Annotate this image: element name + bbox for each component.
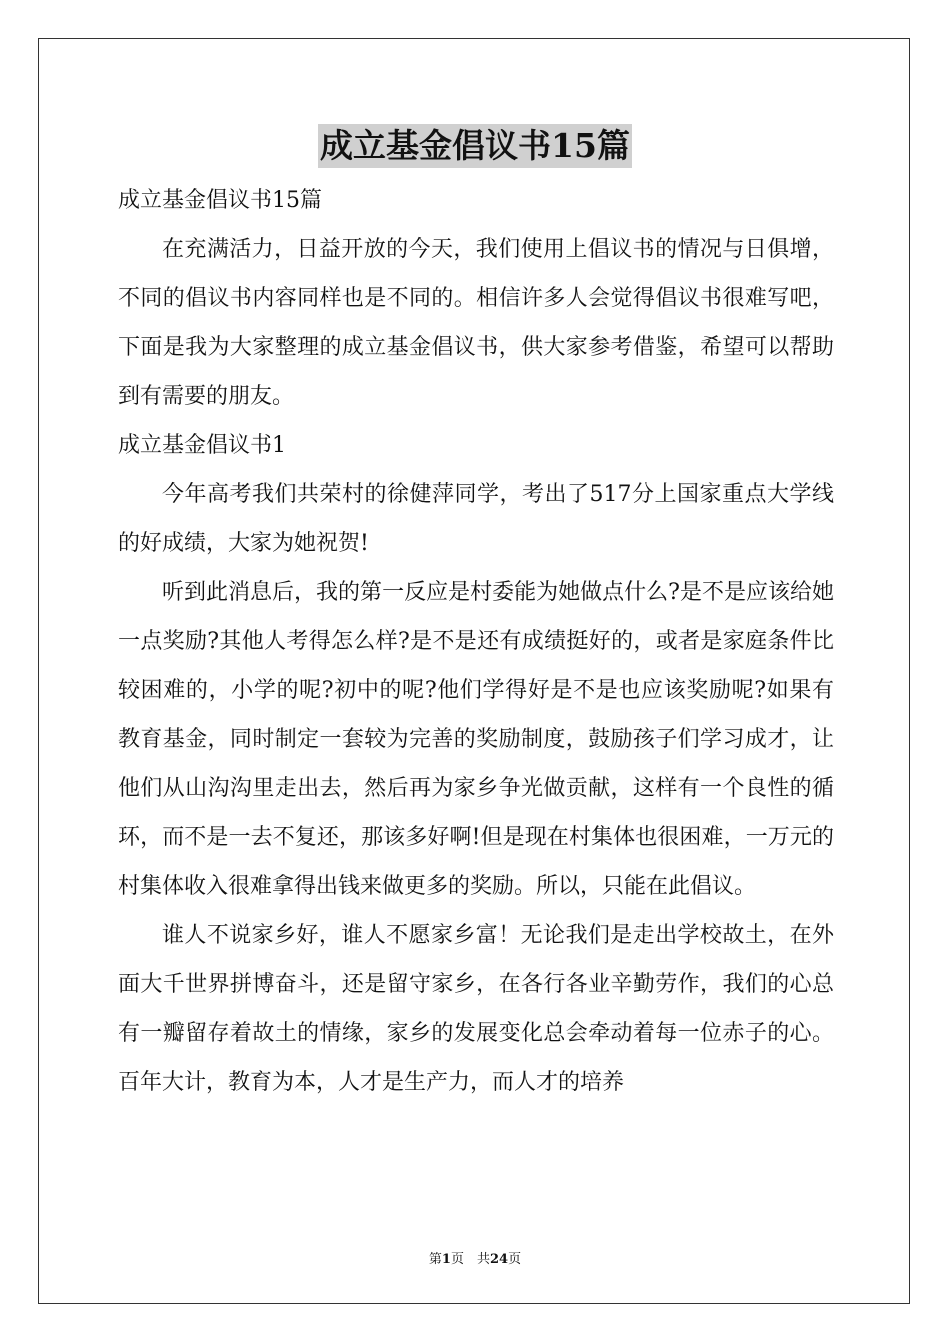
footer-current-page: 1 [441,1252,451,1267]
document-title: 成立基金倡议书15篇 [318,124,632,168]
paragraph: 谁人不说家乡好，谁人不愿家乡富！无论我们是走出学校故土，在外面大千世界拼博奋斗，还是留守家乡，在各行各业辛勤劳作，我们的心总有一瓣留存着故土的情缘，家乡的发展变化总会牵动着每一位赤子的心。 百年大计，教育为本，人才是生产力，而人才的培养 [118,923,834,1095]
subheading: 成立基金倡议书15篇 [118,188,322,213]
footer-mid: 页 共 [450,1252,490,1267]
title-wrap [0,124,950,168]
paragraph: 今年高考我们共荣村的徐健萍同学，考出了517分上国家重点大学线的好成绩，大家为她祝贺! [118,482,834,556]
page-footer [0,1248,950,1267]
footer-total-pages: 24 [489,1252,509,1267]
section-heading: 成立基金倡议书1 [118,433,286,458]
document-body [118,176,834,1107]
paragraph: 听到此消息后，我的第一反应是村委能为她做点什么?是不是应该给她一点奖励?其他人考得怎么样?是不是还有成绩挺好的，或者是家庭条件比较困难的，小学的呢?初中的呢?他们学得好是不是也应该奖励呢?如果有教育基金，同时制定一套较为完善的奖励制度，鼓励孩子们学习成才，让他们从山沟沟里走出去，然后再为家乡争光做贡献，这样有一个良性的循环，而不是一去不复还，那该多好啊!但是现在村集体也很困难，一万元的村集体收入很难拿得出钱来做更多的奖励。所以，只能在此倡议。 [118,580,834,899]
footer-prefix: 第 [428,1252,442,1267]
paragraph: 在充满活力，日益开放的今天，我们使用上倡议书的情况与日俱增，不同的倡议书内容同样也是不同的。相信许多人会觉得倡议书很难写吧，下面是我为大家整理的成立基金倡议书，供大家参考借鉴，希望可以帮助到有需要的朋友。 [118,237,834,409]
footer-suffix: 页 [508,1252,522,1267]
